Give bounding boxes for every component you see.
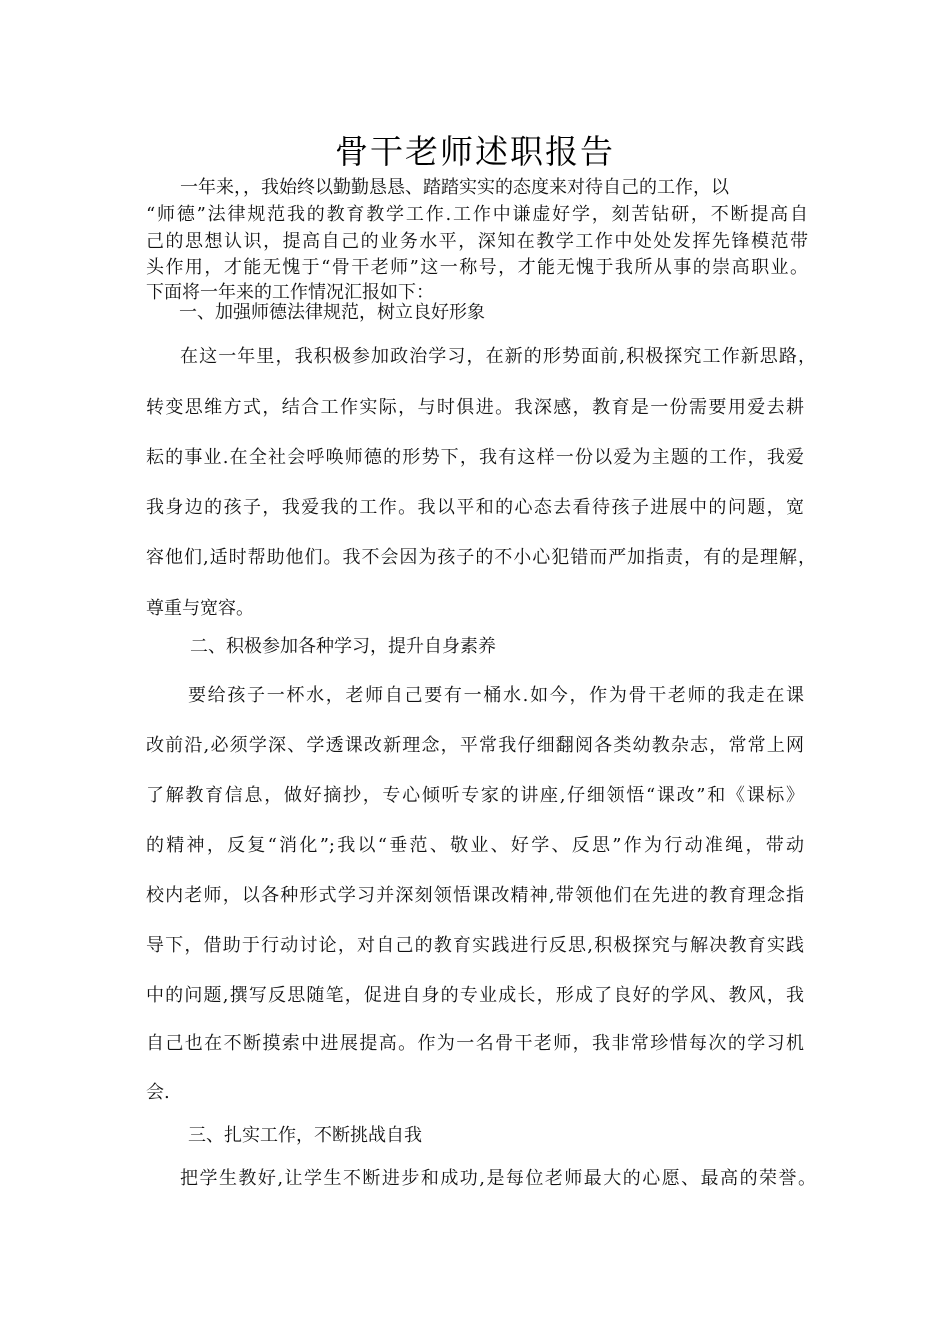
document-title: 骨干老师述职报告 [335,132,615,171]
intro-line: “师德”法律规范我的教育教学工作.工作中谦虚好学，刻苦钻研，不断提高自 [146,204,808,225]
paragraph-line: 了解教育信息，做好摘抄，专心倾听专家的讲座,仔细领悟“课改”和《课标》 [146,785,804,806]
paragraph-line: 要给孩子一杯水，老师自己要有一桶水.如今，作为骨干老师的我走在课 [188,685,804,706]
paragraph-line: 在这一年里，我积极参加政治学习，在新的形势面前,积极探究工作新思路， [180,346,816,367]
paragraph-line: 的精神，反复“消化”;我以“垂范、敬业、好学、反思”作为行动准绳，带动 [146,835,804,856]
section-heading: 二、积极参加各种学习，提升自身素养 [190,636,496,657]
paragraph-line: 尊重与宽容。 [146,598,254,619]
paragraph-line: 改前沿,必须学深、学透课改新理念，平常我仔细翻阅各类幼教杂志，常常上网 [146,735,804,756]
intro-line: 己的思想认识，提高自己的业务水平，深知在教学工作中处处发挥先锋模范带 [146,231,808,252]
paragraph-line: 把学生教好,让学生不断进步和成功,是每位老师最大的心愿、最高的荣誉。 [180,1168,816,1189]
intro-line: 头作用，才能无愧于“骨干老师”这一称号，才能无愧于我所从事的崇高职业。 [146,257,808,278]
section-heading: 三、扎实工作，不断挑战自我 [188,1125,422,1146]
section-heading: 一、加强师德法律规范，树立良好形象 [179,302,485,323]
paragraph-line: 转变思维方式，结合工作实际，与时俱进。我深感，教育是一份需要用爱去耕 [146,397,804,418]
paragraph-line: 校内老师，以各种形式学习并深刻领悟课改精神,带领他们在先进的教育理念指 [146,885,804,906]
paragraph-line: 中的问题,撰写反思随笔，促进自身的专业成长，形成了良好的学风、教风，我 [146,985,804,1006]
paragraph-line: 会. [146,1082,170,1103]
paragraph-line: 自己也在不断摸索中进展提高。作为一名骨干老师，我非常珍惜每次的学习机 [146,1033,804,1054]
intro-line: 下面将一年来的工作情况汇报如下： [146,282,434,303]
paragraph-line: 我身边的孩子，我爱我的工作。我以平和的心态去看待孩子进展中的问题，宽 [146,497,804,518]
paragraph-line: 耘的事业.在全社会呼唤师德的形势下，我有这样一份以爱为主题的工作，我爱 [146,447,804,468]
paragraph-line: 容他们,适时帮助他们。我不会因为孩子的不小心犯错而严加指责，有的是理解， [146,547,816,568]
intro-line: 一年来，，我始终以勤勤恳恳、踏踏实实的态度来对待自己的工作，以 [180,177,729,198]
paragraph-line: 导下，借助于行动讨论，对自己的教育实践进行反思,积极探究与解决教育实践 [146,935,804,956]
